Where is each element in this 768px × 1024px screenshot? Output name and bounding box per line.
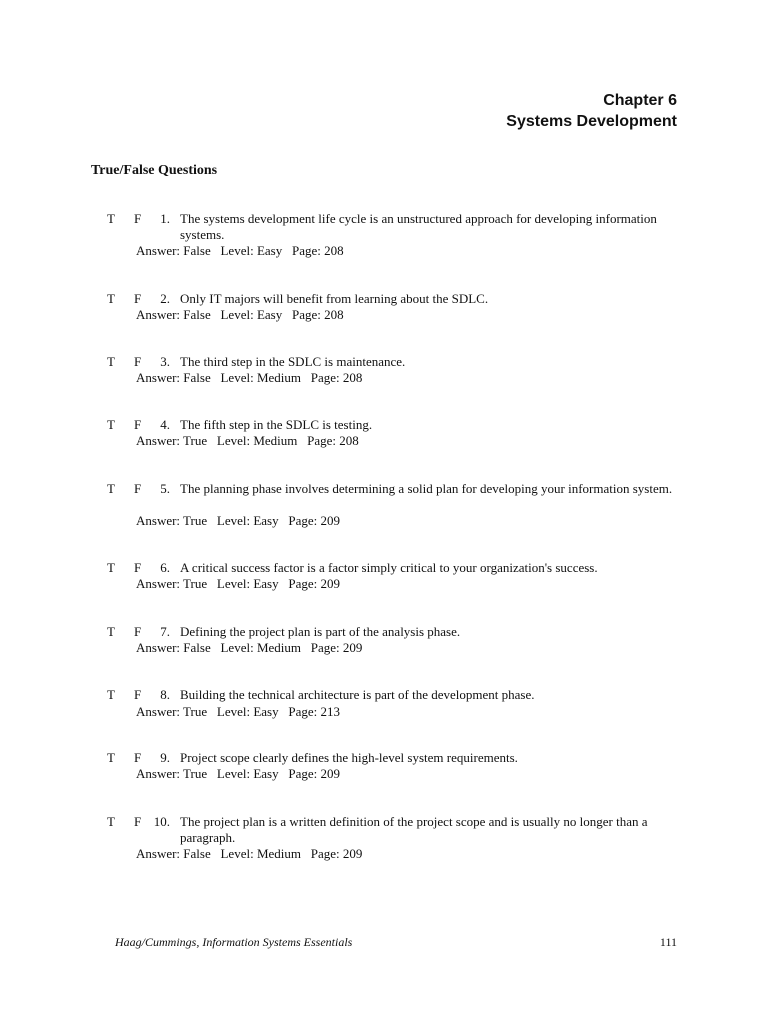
false-option: F [134,560,142,575]
false-option: F [134,687,142,702]
false-option: F [134,291,142,306]
question-text: A critical success factor is a factor simply critical to your organization's success. [180,560,598,575]
true-option: T [107,354,115,369]
answer-line: Answer: False Level: Medium Page: 209 [136,846,363,861]
answer-line: Answer: True Level: Medium Page: 208 [136,433,359,448]
chapter-title: Systems Development [506,113,677,130]
question-text: Defining the project plan is part of the analysis phase. [180,624,461,639]
false-option: F [134,814,142,829]
answer-line: Answer: False Level: Medium Page: 208 [136,370,363,385]
question-number: 4. [160,417,170,432]
false-option: F [134,354,142,369]
question-text: The project plan is a written definition of the project scope and is usually no longer than a paragraph. [180,814,648,845]
true-option: T [107,687,115,702]
question-number: 6. [160,560,170,575]
answer-line: Answer: True Level: Easy Page: 209 [136,576,341,591]
question-text: The third step in the SDLC is maintenance. [180,354,406,369]
question-number: 5. [160,481,170,496]
answer-line: Answer: False Level: Easy Page: 208 [136,307,344,322]
answer-line: Answer: False Level: Easy Page: 208 [136,243,344,258]
chapter-number: Chapter 6 [603,92,677,109]
true-option: T [107,481,115,496]
false-option: F [134,750,142,765]
question-text: The fifth step in the SDLC is testing. [180,417,373,432]
section-title: True/False Questions [91,163,218,178]
question-text: The planning phase involves determining a solid plan for developing your information system. [180,481,673,496]
true-option: T [107,417,115,432]
true-option: T [107,560,115,575]
answer-line: Answer: False Level: Medium Page: 209 [136,640,363,655]
footer-book-title: Haag/Cummings, Information Systems Essentials [115,935,353,949]
question-text: Building the technical architecture is part of the development phase. [180,687,535,702]
question-text: The systems development life cycle is an unstructured approach for developing information systems. [180,211,657,242]
question-text: Project scope clearly defines the high-level system requirements. [180,750,518,765]
question-number: 10. [153,814,170,829]
page-number: 111 [659,935,677,949]
false-option: F [134,211,142,226]
question-text: Only IT majors will benefit from learning about the SDLC. [180,291,489,306]
answer-line: Answer: True Level: Easy Page: 209 [136,513,341,528]
false-option: F [134,417,142,432]
true-option: T [107,624,115,639]
false-option: F [134,481,142,496]
true-option: T [107,750,115,765]
question-number: 7. [160,624,170,639]
true-option: T [107,814,115,829]
true-option: T [107,211,115,226]
question-number: 2. [160,291,170,306]
false-option: F [134,624,142,639]
question-number: 9. [160,750,170,765]
true-option: T [107,291,115,306]
question-number: 3. [160,354,170,369]
question-number: 1. [160,211,170,226]
answer-line: Answer: True Level: Easy Page: 209 [136,766,341,781]
chapter-header [506,90,677,132]
question-number: 8. [160,687,170,702]
answer-line: Answer: True Level: Easy Page: 213 [136,704,341,719]
